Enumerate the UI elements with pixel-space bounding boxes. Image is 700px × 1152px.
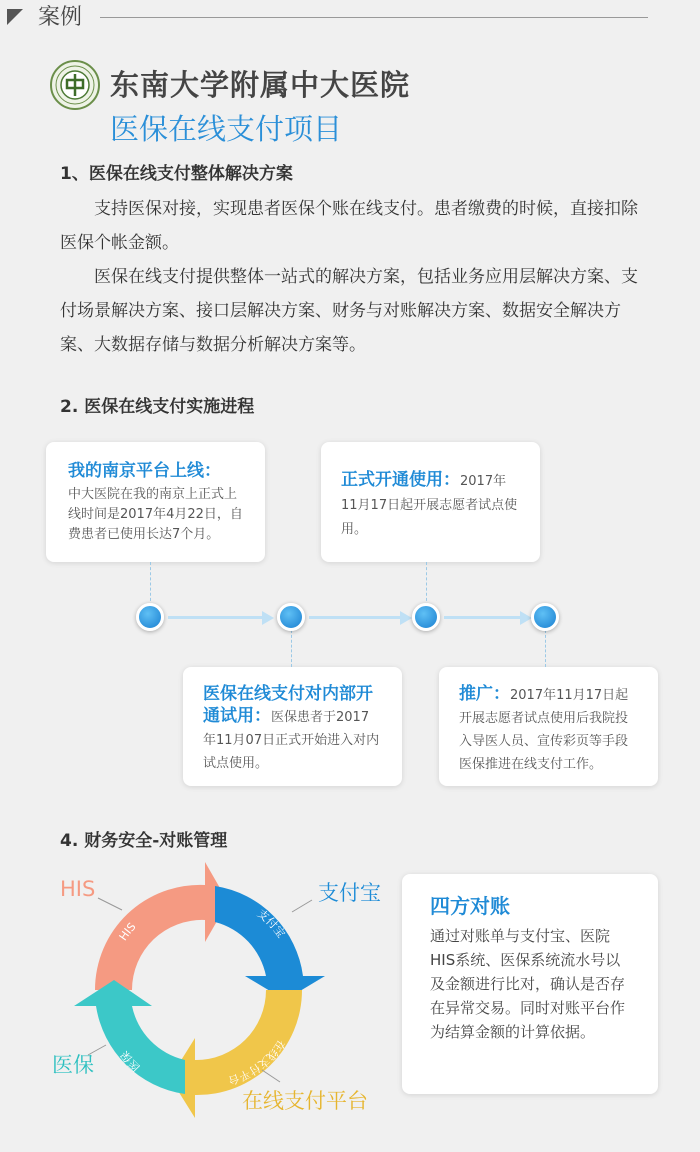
- card-title: 医保在线支付对内部开通试用：: [203, 684, 373, 726]
- timeline-card-official: [321, 442, 540, 562]
- cycle-inner-label-insurance: 医保: [118, 1048, 143, 1074]
- project-title: 医保在线支付项目: [110, 112, 343, 146]
- timeline-connector: [150, 562, 151, 606]
- cycle-label-alipay: 支付宝: [318, 881, 381, 905]
- cycle-inner-label-alipay: 支付宝: [254, 907, 288, 941]
- hospital-logo-icon: [50, 60, 100, 110]
- header-divider: [100, 17, 648, 18]
- timeline-dot: [412, 603, 440, 631]
- section4-heading: 4. 财务安全-对账管理: [60, 831, 228, 851]
- timeline-line: [168, 616, 266, 619]
- cycle-segment-alipay: [215, 886, 325, 1000]
- timeline-arrow-icon: [400, 611, 412, 625]
- timeline-card-launch: [46, 442, 265, 562]
- timeline-card-promotion: [439, 667, 658, 786]
- timeline-card-internal: [183, 667, 402, 786]
- cycle-label-his: HIS: [60, 877, 96, 901]
- timeline-line: [444, 616, 524, 619]
- card-title: 正式开通使用：: [341, 470, 460, 490]
- card-title: 推广：: [459, 684, 510, 704]
- reconciliation-box: [402, 874, 658, 1094]
- hospital-name: 东南大学附属中大医院: [110, 68, 411, 102]
- card-body: 医保患者于2017年11月07日正式开始进入对内试点使用。: [203, 710, 380, 771]
- card-body: 2017年11月17日起开展志愿者试点使用。: [341, 474, 518, 537]
- card-title: 我的南京平台上线：: [68, 461, 221, 481]
- reconciliation-title: 四方对账: [430, 894, 510, 918]
- card-body: 中大医院在我的南京上正式上线时间是2017年4月22日，自费患者已使用长达7个月。: [68, 487, 243, 542]
- section-title: 案例: [38, 5, 83, 30]
- timeline-connector: [545, 630, 546, 667]
- cycle-inner-label-platform: 在线支付平台: [226, 1037, 288, 1088]
- section2-heading: 2. 医保在线支付实施进程: [60, 397, 255, 417]
- timeline-dot: [531, 603, 559, 631]
- timeline-connector: [426, 562, 427, 606]
- section1-paragraph-2: 医保在线支付提供整体一站式的解决方案，包括业务应用层解决方案、支付场景解决方案、接口层解决方案、财务与对账解决方案、数据安全解决方案、大数据存储与数据分析解决方案等。: [60, 267, 638, 355]
- cycle-segment-his: [95, 862, 228, 990]
- reconciliation-body: 通过对账单与支付宝、医院HIS系统、医保系统流水号以及金额进行比对，确认是否存在异常交易。同时对账平台作为结算金额的计算依据。: [430, 927, 626, 1041]
- timeline-arrow-icon: [262, 611, 274, 625]
- corner-triangle-icon: [7, 9, 23, 25]
- timeline-line: [309, 616, 404, 619]
- cycle-label-insurance: 医保: [52, 1053, 94, 1077]
- cycle-label-platform: 在线支付平台: [242, 1089, 368, 1113]
- section1-heading: 1、医保在线支付整体解决方案: [60, 164, 293, 184]
- timeline-connector: [291, 630, 292, 667]
- timeline-dot: [277, 603, 305, 631]
- section-header: [0, 0, 700, 36]
- timeline-dot: [136, 603, 164, 631]
- section1-paragraph-1: 支持医保对接，实现患者医保个账在线支付。患者缴费的时候，直接扣除医保个帐金额。: [60, 199, 638, 253]
- card-body: 2017年11月17日起开展志愿者试点使用后我院投入导医人员、宣传彩页等手段医保推进在线支付工作。: [459, 688, 629, 772]
- cycle-inner-label-his: HIS: [116, 920, 139, 944]
